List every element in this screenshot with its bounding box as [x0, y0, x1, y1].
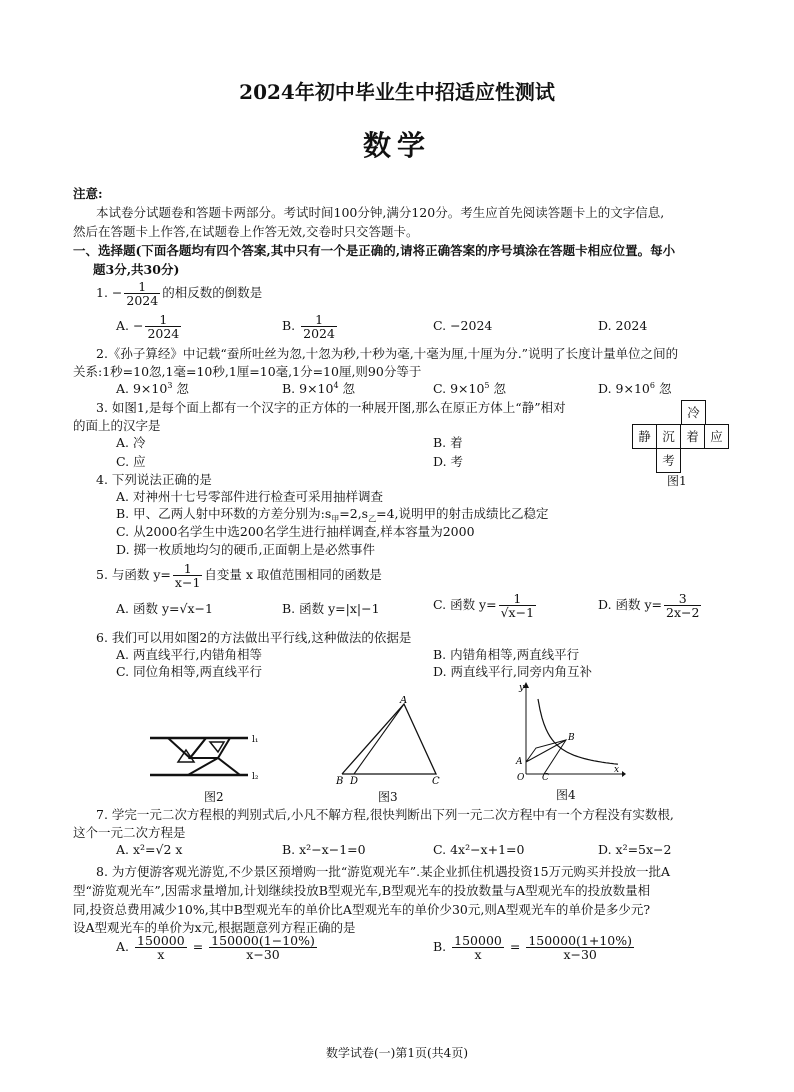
x-axis-arrow: [622, 771, 626, 777]
q7-option-d: D. x²=5x−2: [598, 842, 672, 857]
q6-option-a: A. 两直线平行,内错角相等: [116, 647, 262, 662]
q1-option-c: C. −2024: [433, 318, 493, 333]
question-8-line-4: 设A型观光车的单价为x元,根据题意列方程正确的是: [73, 920, 356, 935]
q1-b-fraction: [301, 313, 337, 340]
quadrilateral: [526, 740, 566, 774]
figure-1-caption: 图1: [667, 474, 687, 488]
label-l1: l₁: [252, 735, 259, 745]
q2-option-a: [116, 379, 189, 397]
figure-2-caption: 图2: [204, 790, 224, 804]
upper-set-square: [168, 738, 206, 758]
q3-option-a: A. 冷: [116, 435, 146, 450]
q3-option-d: D. 考: [433, 454, 464, 469]
q2-b-exp: 4: [333, 380, 339, 390]
q8-b-fraction-1: [452, 934, 504, 961]
net-face-top: 冷: [681, 400, 706, 425]
q2-option-b: [282, 379, 355, 397]
question-4-stem: 4. 下列说法正确的是: [96, 472, 212, 487]
q8-b-num-1: 150000: [454, 933, 502, 948]
q5-stem-numerator: 1: [173, 562, 202, 576]
axis-y-label: y: [519, 683, 525, 693]
q1-b-numerator: 1: [301, 313, 337, 327]
q1-option-b: [282, 313, 339, 340]
vertex-b: B: [336, 776, 344, 784]
question-5-stem: [96, 562, 382, 589]
q1-a-numerator: 1: [145, 313, 181, 327]
question-3-line-2: 的面上的汉字是: [73, 418, 161, 433]
q8-b-den-2: x−30: [563, 947, 597, 962]
point-c-label: C: [542, 773, 549, 782]
q7-option-b: B. x²−x−1=0: [282, 842, 366, 857]
question-7-line-1: 7. 学完一元二次方程根的判别式后,小凡不解方程,很快判断出下列一元二次方程中有一个方程没有实数根,: [96, 807, 674, 822]
q6-option-b: B. 内错角相等,两直线平行: [433, 647, 580, 662]
q8-b-fraction-2: [526, 934, 634, 961]
question-2-line-2: 关系:1秒=10忽,1毫=10秒,1厘=10毫,1分=10厘,则90分等于: [73, 364, 422, 379]
segment-ad: [354, 704, 404, 774]
q4-option-a: A. 对神州十七号零部件进行检查可采用抽样调查: [116, 489, 383, 504]
vertex-c: C: [432, 776, 440, 784]
q5-c-numerator: 1: [499, 592, 536, 606]
axis-x-label: x: [614, 765, 620, 775]
q1-a-denominator: 2024: [147, 326, 180, 341]
q5-option-c: [433, 592, 538, 619]
net-face-3: 着: [680, 424, 705, 449]
question-8-line-2: 型“游览观光车”,因需求量增加,计划继续投放B型观光车,B型观光车的投放数量与A型观光车的投放数量相: [73, 883, 651, 898]
q4-b-prefix: B. 甲、乙两人射中环数的方差分别为:s: [116, 506, 332, 521]
q2-a-unit: 忽: [176, 381, 189, 396]
vertex-d: D: [350, 776, 359, 784]
figure-3-caption: 图3: [378, 790, 398, 804]
section-1-heading-2: 题3分,共30分): [93, 262, 180, 277]
q8-option-b: [433, 934, 636, 961]
q5-option-a: A. 函数 y=√x−1: [116, 601, 213, 616]
q2-c-unit: 忽: [493, 381, 506, 396]
segment-ab: [526, 740, 566, 762]
net-face-1: 静: [632, 424, 657, 449]
point-a-label: A: [516, 757, 523, 767]
net-face-2: 沉: [656, 424, 681, 449]
q1-b-prefix: B.: [282, 318, 300, 333]
q1-stem-suffix: 的相反数的倒数是: [162, 285, 263, 300]
point-b-label: B: [568, 733, 575, 743]
q1-a-fraction: [145, 313, 181, 340]
q8-b-label: B.: [433, 939, 447, 954]
q8-option-a: [116, 934, 319, 961]
q8-a-label: A.: [116, 939, 130, 954]
q1-stem-numerator: 1: [124, 280, 160, 294]
q8-a-fraction-1: [135, 934, 187, 961]
notice-line-2: 然后在答题卡上作答,在试题卷上作答无效,交卷时只交答题卡。: [73, 224, 419, 239]
q8-b-den-1: x: [474, 947, 482, 962]
q5-c-fraction: [499, 592, 536, 619]
q4-option-c: C. 从2000名学生中选200名学生进行抽样调查,样本容量为2000: [116, 524, 475, 539]
q5-c-denominator: √x−1: [500, 605, 535, 620]
q5-option-b: B. 函数 y=|x|−1: [282, 601, 380, 616]
notice-line-1: 本试卷分试题卷和答题卡两部分。考试时间100分钟,满分120分。考生应首先阅读答题卡上的文字信息,: [96, 205, 665, 220]
q5-d-denominator: 2x−2: [666, 605, 700, 620]
q2-option-d: [598, 379, 671, 397]
q2-c-base: C. 9×10: [433, 381, 485, 396]
q5-d-numerator: 3: [664, 592, 701, 606]
q4-b-mid: =2,s: [339, 506, 369, 521]
q6-option-d: D. 两直线平行,同旁内角互补: [433, 664, 592, 679]
net-face-bottom: 考: [656, 448, 681, 473]
q4-b-sub-1: 甲: [331, 514, 340, 524]
q4-b-suffix: =4,说明甲的射击成绩比乙稳定: [376, 506, 549, 521]
net-face-4: 应: [704, 424, 729, 449]
q2-d-base: D. 9×10: [598, 381, 650, 396]
q8-a-num-2: 150000(1−10%): [211, 933, 315, 948]
q8-a-den-2: x−30: [246, 947, 280, 962]
q1-stem-fraction: [124, 280, 160, 307]
q5-d-fraction: [664, 592, 701, 619]
q1-b-denominator: 2024: [303, 326, 335, 341]
q8-a-den-1: x: [157, 947, 165, 962]
figure-4-hyperbola-graph: [514, 680, 626, 782]
lower-set-square: [188, 758, 240, 775]
q5-d-prefix: D. 函数 y=: [598, 597, 663, 612]
q5-stem-fraction: [173, 562, 202, 589]
set-square-edge: [190, 738, 230, 758]
question-1-stem: [96, 280, 262, 307]
question-8-line-3: 同,投资总费用减少10%,其中B型观光车的单价比A型观光车的单价少30元,则A型观光车的单价是多少元?: [73, 902, 651, 917]
triangle-abc: [342, 704, 436, 774]
question-7-line-2: 这个一元二次方程是: [73, 825, 186, 840]
section-1-heading: 一、选择题(下面各题均有四个答案,其中只有一个是正确的,请将正确答案的序号填涂在答题卡相应位置。每小: [73, 243, 676, 258]
vertex-a: A: [400, 696, 408, 706]
q2-a-base: A. 9×10: [116, 381, 168, 396]
label-l2: l₂: [252, 772, 259, 782]
hyperbola-curve: [538, 699, 618, 764]
page-footer: 数学试卷(一)第1页(共4页): [326, 1046, 468, 1060]
q8-b-num-2: 150000(1+10%): [528, 933, 633, 948]
figure-3-triangle: [328, 696, 448, 784]
q2-b-unit: 忽: [342, 381, 356, 396]
q7-option-c: C. 4x²−x+1=0: [433, 842, 525, 857]
question-6-stem: 6. 我们可以用如图2的方法做出平行线,这种做法的依据是: [96, 630, 412, 645]
q1-option-a: [116, 313, 183, 340]
q2-d-exp: 6: [649, 380, 655, 390]
q5-stem-prefix: 5. 与函数 y=: [96, 567, 171, 582]
figure-2-parallel-lines: [148, 700, 278, 790]
q2-option-c: [433, 379, 506, 397]
question-2-line-1: 2.《孙子算经》中记载“蚕所吐丝为忽,十忽为秒,十秒为毫,十毫为厘,十厘为分.”说明了长度计量单位之间的: [96, 346, 679, 361]
q7-option-a: A. x²=√2 x: [116, 842, 183, 857]
q2-c-exp: 5: [484, 380, 490, 390]
q3-option-c: C. 应: [116, 454, 146, 469]
question-8-line-1: 8. 为方便游客观光游览,不少景区预增购一批“游览观光车”.某企业抓住机遇投资15万元购买并投放一批A: [96, 864, 671, 879]
q2-a-exp: 3: [167, 380, 173, 390]
page-title: 2024年初中毕业生中招适应性测试: [239, 80, 555, 104]
q5-stem-denominator: x−1: [174, 575, 201, 590]
q4-b-sub-2: 乙: [368, 514, 377, 524]
q1-a-prefix: A. −: [116, 318, 144, 333]
q8-a-operator: =: [192, 939, 204, 954]
q2-b-base: B. 9×10: [282, 381, 334, 396]
origin-label: O: [517, 773, 525, 782]
q8-a-num-1: 150000: [137, 933, 185, 948]
q2-d-unit: 忽: [658, 381, 672, 396]
q3-option-b: B. 着: [433, 435, 463, 450]
q1-stem-prefix: 1. −: [96, 285, 123, 300]
q1-option-d: D. 2024: [598, 318, 648, 333]
q5-c-prefix: C. 函数 y=: [433, 597, 497, 612]
q5-option-d: [598, 592, 703, 619]
question-3-line-1: 3. 如图1,是每个面上都有一个汉字的正方体的一种展开图,那么在原正方体上“静”相对: [96, 400, 566, 415]
notice-label: 注意:: [73, 186, 103, 201]
q8-b-operator: =: [509, 939, 521, 954]
q4-option-d: D. 掷一枚质地均匀的硬币,正面朝上是必然事件: [116, 542, 375, 557]
q1-stem-denominator: 2024: [126, 293, 159, 308]
q6-option-c: C. 同位角相等,两直线平行: [116, 664, 263, 679]
figure-4-caption: 图4: [556, 788, 576, 802]
subject-title: 数学: [362, 129, 431, 162]
q5-stem-suffix: 自变量 x 取值范围相同的函数是: [204, 567, 382, 582]
q8-a-fraction-2: [209, 934, 317, 961]
